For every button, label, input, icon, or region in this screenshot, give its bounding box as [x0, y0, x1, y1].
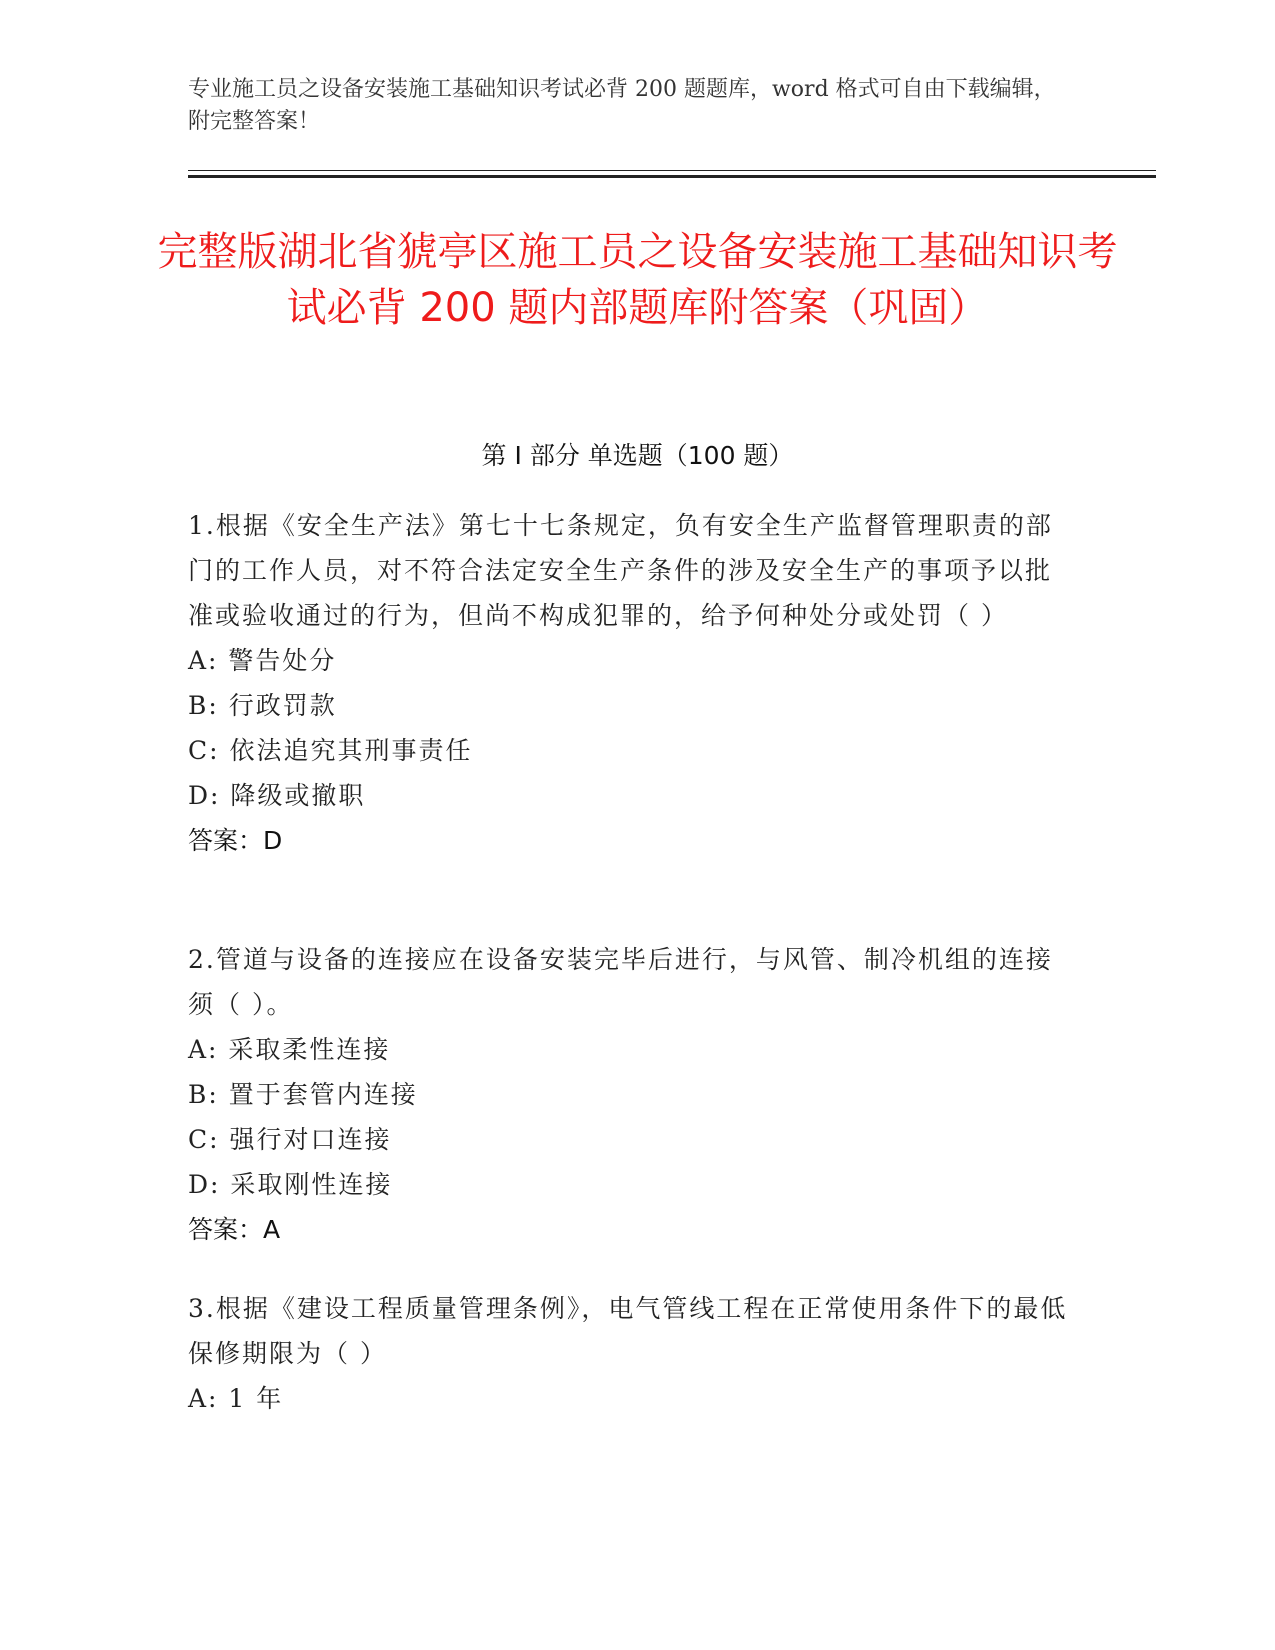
- question-stem: 3.根据《建设工程质量管理条例》，电气管线工程在正常使用条件下的最低保修期限为（ ）: [188, 1294, 1068, 1368]
- option-b: B: 行政罚款: [188, 691, 337, 720]
- header-note: 专业施工员之设备安装施工基础知识考试必背 200 题题库，word 格式可自由下载编辑，附完整答案！: [188, 77, 1056, 134]
- option-a: A: 采取柔性连接: [188, 1035, 391, 1064]
- question-2: [188, 937, 1068, 1252]
- option-a: A: 1 年: [188, 1384, 284, 1413]
- answer-label: 答案：D: [188, 826, 283, 855]
- option-b: B: 置于套管内连接: [188, 1080, 418, 1109]
- section-heading: 第 I 部分 单选题（100 题）: [481, 441, 794, 470]
- option-d: D: 采取刚性连接: [188, 1170, 393, 1199]
- question-1: [188, 503, 1068, 863]
- header-divider-thin: [188, 170, 1156, 171]
- option-a: A: 警告处分: [188, 646, 337, 675]
- option-c: C: 强行对口连接: [188, 1125, 392, 1154]
- question-stem: 2.管道与设备的连接应在设备安装完毕后进行，与风管、制冷机组的连接须（ ）。: [188, 945, 1053, 1019]
- question-stem: 1.根据《安全生产法》第七十七条规定，负有安全生产监督管理职责的部门的工作人员，对不符合法定安全生产条件的涉及安全生产的事项予以批准或验收通过的行为，但尚不构成犯罪的，给予何种处分或处罚（ ）: [188, 511, 1053, 630]
- header-divider-thick: [188, 175, 1156, 178]
- question-3: [188, 1286, 1068, 1421]
- option-d: D: 降级或撤职: [188, 781, 366, 810]
- answer-label: 答案：A: [188, 1215, 281, 1244]
- document-title: 完整版湖北省猇亭区施工员之设备安装施工基础知识考试必背 200 题内部题库附答案（巩固）: [157, 229, 1118, 331]
- option-c: C: 依法追究其刑事责任: [188, 736, 473, 765]
